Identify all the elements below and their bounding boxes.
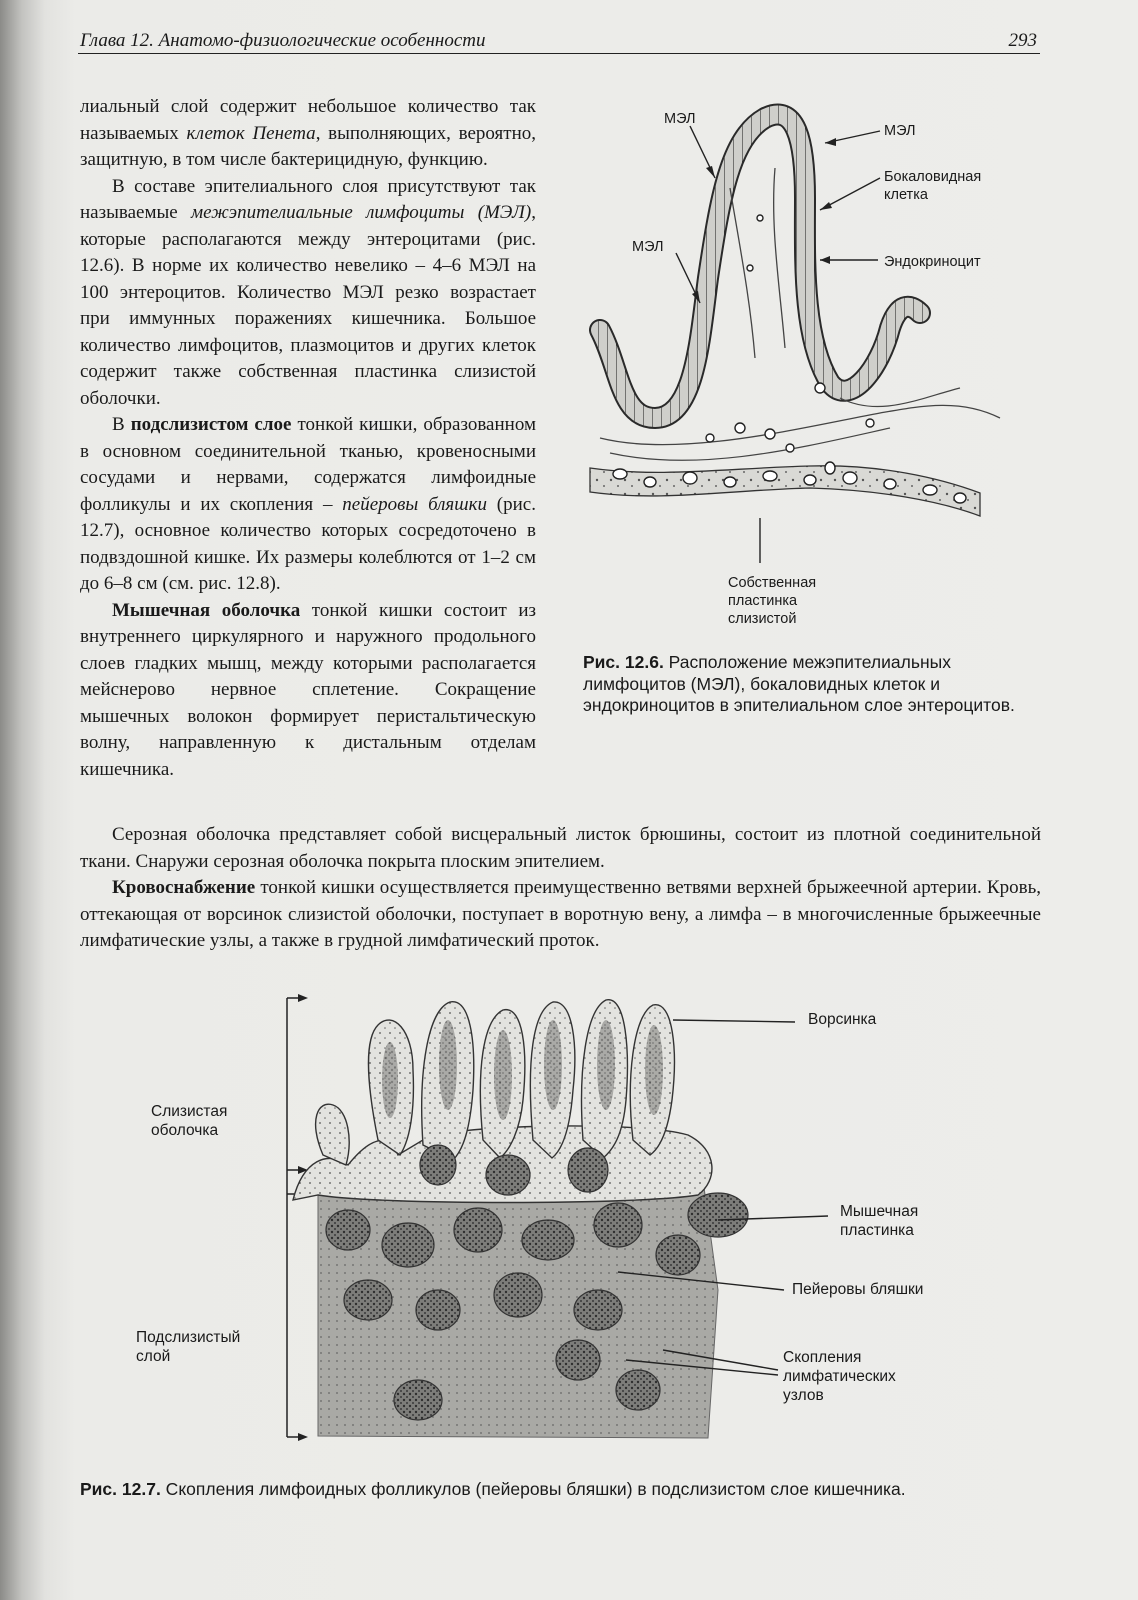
label-iel-top-left: МЭЛ (664, 111, 696, 127)
label-line: пластинка (840, 1222, 914, 1239)
page-number: 293 (1008, 30, 1037, 51)
label-goblet-cell (884, 168, 981, 204)
caption-text: Скопления лимфоидных фолликулов (пейеровы бляшки) в подслизистом слое кишечника. (160, 1479, 906, 1499)
label-line: пластинка (728, 593, 798, 609)
paragraph-iel (80, 174, 536, 413)
caption-label: Рис. 12.7. (80, 1479, 161, 1499)
italic-term: клеток Пенета (186, 122, 316, 144)
paragraph-blood-supply (80, 875, 1041, 955)
left-column-text (80, 94, 536, 783)
label-muscularis-mucosae (840, 1202, 918, 1240)
label-line: Подслизистый (136, 1329, 241, 1346)
text-run: тонкой кишки осуществляется преимущественно ветвями верхней брыжеечной артерии. Кровь, оттекающая от ворсинок слизистой оболочки, поступает в воротную вену, а лимфа – в многочисленные брыжеечные лимфатические узлы, а также в грудной лимфатический проток. (80, 877, 1041, 951)
label-iel-top-right: МЭЛ (884, 123, 916, 139)
label-villus: Ворсинка (808, 1011, 877, 1028)
label-line: лимфатических (783, 1368, 896, 1385)
paragraph-muscularis (80, 598, 536, 784)
label-line: Собственная (728, 575, 817, 591)
header-rule (78, 53, 1040, 54)
label-line: слизистой (728, 611, 797, 627)
paragraph-submucosa (80, 412, 536, 598)
figure-12-6-caption (583, 652, 1041, 717)
bold-term: Мышечная оболочка (112, 599, 301, 621)
label-peyers-patches: Пейеровы бляшки (792, 1281, 924, 1298)
text-run: (рис. 12.7), основное количество которых сосредоточено в подвздошной кишке. Их размеры колеблются от 1–2 см до 6–8 см (см. рис. 12.8). (80, 493, 536, 594)
paragraph-serosa: Серозная оболочка представляет собой висцеральный листок брюшины, состоит из плотной соединительной ткани. Снаружи серозная оболочка покрыта плоским эпителием. (80, 824, 1041, 872)
label-mucosa (151, 1102, 227, 1140)
text-run: , выполняющих, вероятно, защитную, в том числе бактерицидную, функцию. (80, 122, 536, 170)
caption-text: Расположение межэпителиальных лимфоцитов (МЭЛ), бокаловидных клеток и эндокриноцитов в эпителиальном слое энтероцитов. (583, 652, 1015, 715)
figure-12-7-caption (80, 1478, 980, 1500)
label-line: Слизистая (151, 1103, 228, 1120)
text-run: лиальный слой содержит небольшое количество так называемых (80, 96, 536, 144)
text-run: тонкой кишки, образованном в основном соединительной тканью, кровеносными сосудами и нервами, содержатся лимфоидные фолликулы и их скопления – (80, 414, 536, 515)
label-endocrinocyte: Эндокриноцит (884, 254, 981, 270)
figure-12-6 (580, 98, 1040, 638)
caption-label: Рис. 12.6. (583, 652, 664, 672)
label-line: Бокаловидная (884, 169, 982, 185)
bold-term: Кровоснабжение (112, 877, 256, 898)
label-lamina-propria (728, 574, 816, 628)
label-line: оболочка (151, 1122, 219, 1139)
bold-term: подслизистом слое (130, 414, 292, 435)
label-line: Мышечная (840, 1203, 919, 1220)
text-run: В составе эпителиального слоя присутствуют так называемые (80, 175, 536, 223)
label-lymph-node-clusters (783, 1348, 896, 1405)
paragraph-paneth (80, 94, 536, 174)
text-run: тонкой кишки состоит из внутреннего циркулярного и наружного продольного слоев гладких мышц, между которыми располагается мейснерово нервное сплетение. Сокращение мышечных волокон формирует перистальтическую волну, направленную к дистальным отделам кишечника. (80, 599, 536, 780)
text-run: , которые располагаются между энтероцитами (рис. 12.6). В норме их количество невелико – 4–6 МЭЛ на 100 энтероцитов. Количество МЭЛ резко возрастает при иммунных поражениях кишечника. Большое количество лимфоцитов, плазмоцитов и других клеток содержит также собственная пластинка слизистой оболочки. (80, 202, 536, 409)
label-line: Скопления (783, 1349, 862, 1366)
label-iel-left: МЭЛ (632, 239, 664, 255)
label-submucosa (136, 1328, 240, 1366)
italic-term: пейеровы бляшки (342, 493, 487, 515)
figure-12-7 (78, 990, 1040, 1460)
italic-term: межэпителиальные лимфоциты (МЭЛ) (191, 202, 532, 223)
label-line: узлов (783, 1387, 824, 1404)
running-header: Глава 12. Анатомо-физиологические особенности (80, 30, 486, 51)
label-line: клетка (884, 187, 928, 203)
full-width-text (80, 822, 1041, 955)
label-line: слой (136, 1348, 171, 1365)
text-run: В (112, 414, 131, 435)
